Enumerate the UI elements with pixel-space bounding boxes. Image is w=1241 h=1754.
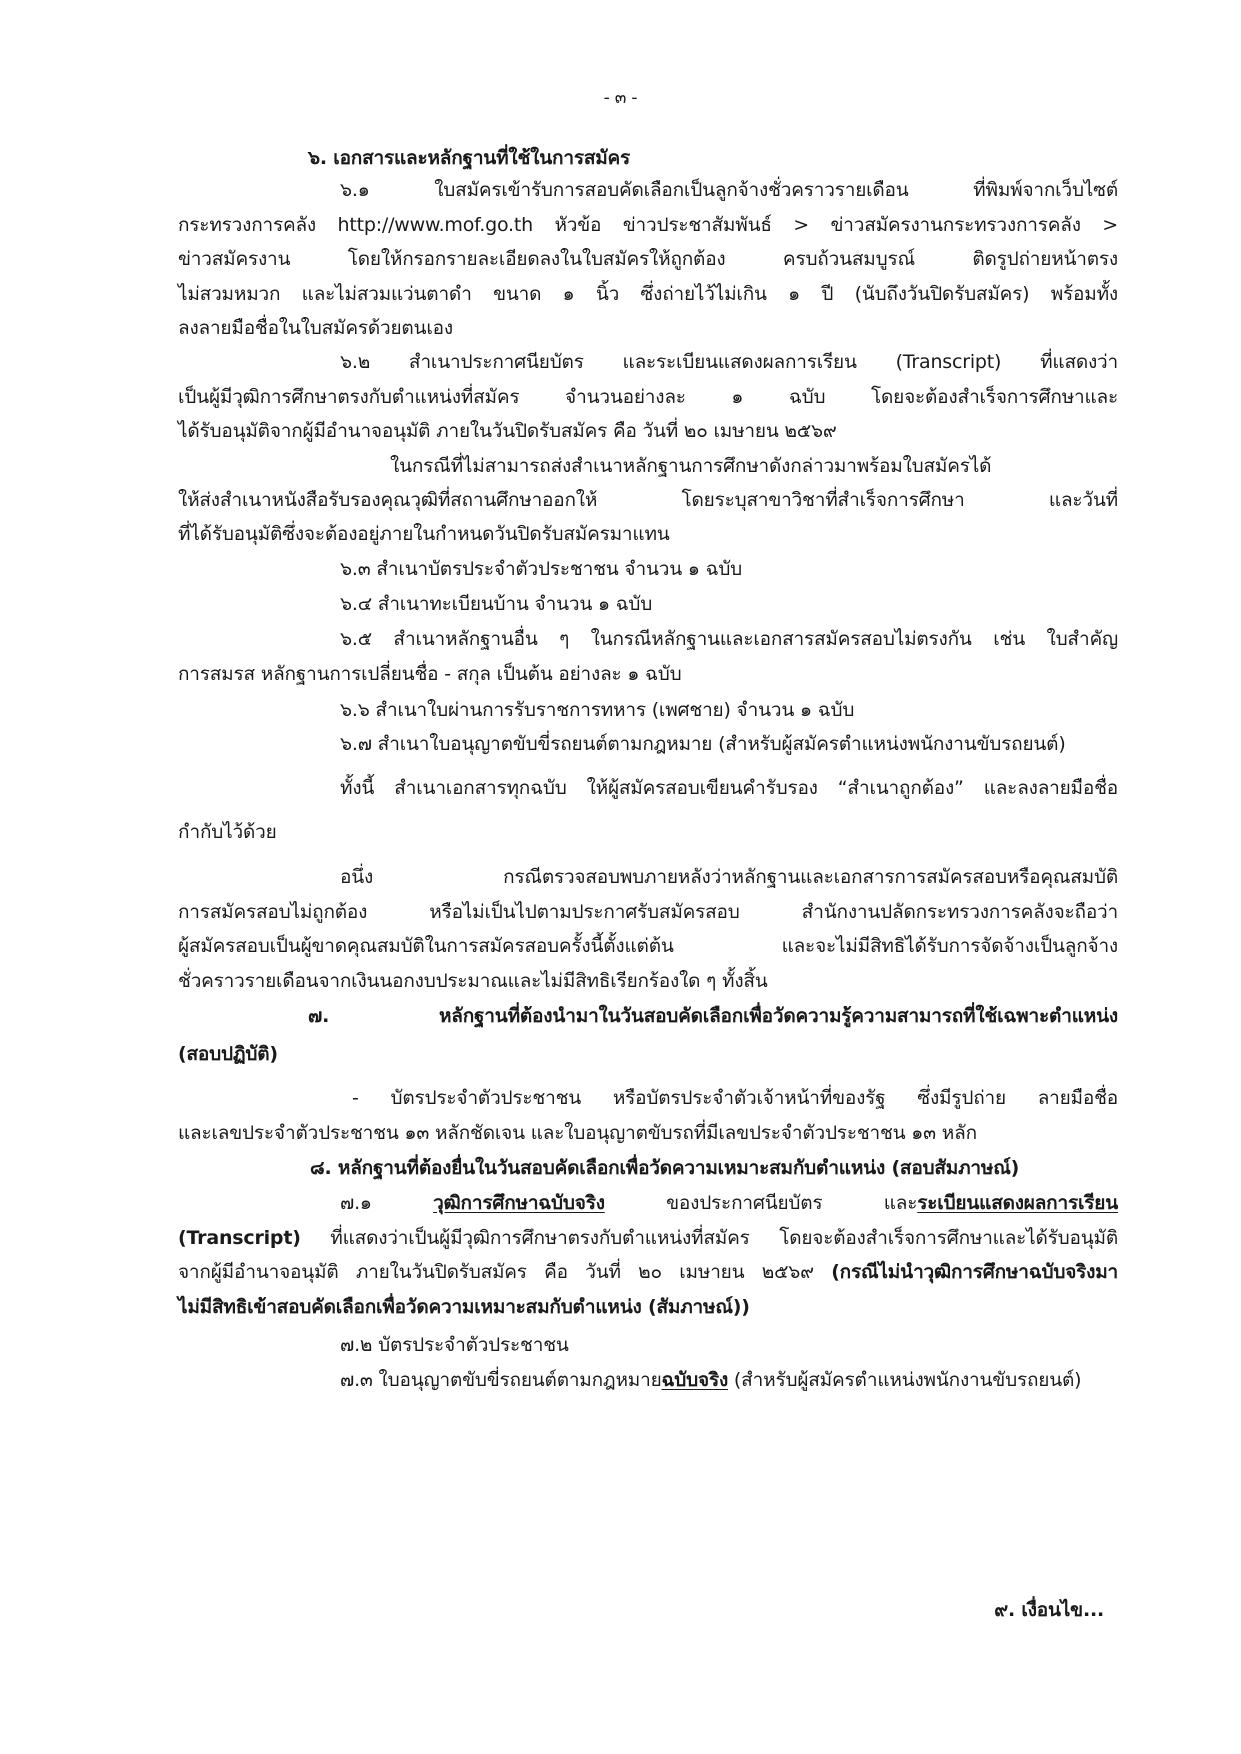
section-7-heading-line-1: ๗. หลักฐานที่ต้องนำมาในวันสอบคัดเลือกเพื่อวัดความรู้ความสามารถที่ใช้เฉพาะตำแหน่ง (308, 1005, 1118, 1027)
original-license-underlined: ฉบับจริง (661, 1369, 729, 1391)
item-6-1-line-5: ลงลายมือชื่อในใบสมัครด้วยตนเอง (178, 317, 453, 339)
item-7-1-line-3 (178, 1258, 1118, 1286)
continuation-marker: ๙. เงื่อนไข... (994, 1599, 1104, 1621)
item-6-2-note-line-1: ในกรณีที่ไม่สามารถส่งสำเนาหลักฐานการศึกษาดังกล่าวมาพร้อมใบสมัครได้ (390, 455, 992, 477)
item-6-5-line-1: ๖.๕ สำเนาหลักฐานอื่น ๆ ในกรณีหลักฐานและเอกสารสมัครสอบไม่ตรงกัน เช่น ใบสำคัญ (340, 628, 1118, 650)
item-7-3-prefix: ๗.๓ ใบอนุญาตขับขี่รถยนต์ตามกฎหมาย (340, 1369, 662, 1391)
item-7-1-line-2 (178, 1224, 1118, 1252)
item-6-1-line-1: ๖.๑ ใบสมัครเข้ารับการสอบคัดเลือกเป็นลูกจ้างชั่วคราวรายเดือน ที่พิมพ์จากเว็บไซต์ (340, 179, 1118, 201)
section-7-body-line-1: - บัตรประจำตัวประชาชน หรือบัตรประจำตัวเจ้าหน้าที่ของรัฐ ซึ่งมีรูปถ่าย ลายมือชื่อ (352, 1087, 1118, 1109)
item-6-2-line-3: ได้รับอนุมัติจากผู้มีอำนาจอนุมัติ ภายในวันปิดรับสมัคร คือ วันที่ ๒๐ เมษายน ๒๕๖๙ (178, 420, 837, 442)
warning-line-1: อนึ่ง กรณีตรวจสอบพบภายหลังว่าหลักฐานและเอกสารการสมัครสอบหรือคุณสมบัติ (340, 866, 1118, 888)
transcript-underlined: ระเบียนแสดงผลการเรียน (917, 1192, 1118, 1214)
item-7-1-line-1 (340, 1189, 1118, 1217)
section-6-heading: ๖. เอกสารและหลักฐานที่ใช้ในการสมัคร (308, 147, 631, 169)
item-6-2-line-2: เป็นผู้มีวุฒิการศึกษาตรงกับตำแหน่งที่สมัคร จำนวนอย่างละ ๑ ฉบับ โดยจะต้องสำเร็จการศึกษาและ (178, 386, 1118, 408)
transcript-label: (Transcript) (178, 1227, 301, 1249)
item-7-1-line-4: ไม่มีสิทธิเข้าสอบคัดเลือกเพื่อวัดความเหมาะสมกับตำแหน่ง (สัมภาษณ์)) (178, 1296, 750, 1318)
item-6-1-line-4: ไม่สวมหมวก และไม่สวมแว่นตาดำ ขนาด ๑ นิ้ว ซึ่งถ่ายไว้ไม่เกิน ๑ ปี (นับถึงวันปิดรับสมัคร) พร้อมทั้ง (178, 283, 1118, 305)
item-6-4: ๖.๔ สำเนาทะเบียนบ้าน จำนวน ๑ ฉบับ (340, 593, 653, 615)
page-number: - ๓ - (603, 88, 638, 108)
certify-line-1: ทั้งนี้ สำเนาเอกสารทุกฉบับ ให้ผู้สมัครสอบเขียนคำรับรอง “สำเนาถูกต้อง” และลงลายมือชื่อ (340, 777, 1118, 799)
item-7-3 (340, 1366, 1081, 1394)
item-6-7: ๖.๗ สำเนาใบอนุญาตขับขี่รถยนต์ตามกฎหมาย (สำหรับผู้สมัครตำแหน่งพนักงานขับรถยนต์) (340, 733, 1066, 755)
item-6-2-note-line-3: ที่ได้รับอนุมัติซึ่งจะต้องอยู่ภายในกำหนดวันปิดรับสมัครมาแทน (178, 523, 670, 545)
certify-line-2: กำกับไว้ด้วย (178, 821, 277, 843)
item-7-3-suffix: (สำหรับผู้สมัครตำแหน่งพนักงานขับรถยนต์) (728, 1369, 1082, 1391)
item-6-6: ๖.๖ สำเนาใบผ่านการรับราชการทหาร (เพศชาย) จำนวน ๑ ฉบับ (340, 699, 855, 721)
warning-line-4: ชั่วคราวรายเดือนจากเงินนอกงบประมาณและไม่มีสิทธิเรียกร้องใด ๆ ทั้งสิ้น (178, 970, 768, 992)
item-6-1-line-2: กระทรวงการคลัง http://www.mof.go.th หัวข้อ ข่าวประชาสัมพันธ์ > ข่าวสมัครงานกระทรวงการคลัง > (178, 214, 1118, 236)
item-7-2: ๗.๒ บัตรประจำตัวประชาชน (340, 1334, 569, 1356)
item-7-1-prefix: ๗.๑ (340, 1192, 434, 1214)
section-8-heading: ๘. หลักฐานที่ต้องยื่นในวันสอบคัดเลือกเพื่อวัดความเหมาะสมกับตำแหน่ง (สอบสัมภาษณ์) (310, 1157, 1020, 1179)
item-7-1-warning-start: (กรณีไม่นำวุฒิการศึกษาฉบับจริงมา (831, 1261, 1118, 1283)
item-6-2-line-1: ๖.๒ สำเนาประกาศนียบัตร และระเบียนแสดงผลการเรียน (Transcript) ที่แสดงว่า (340, 351, 1118, 373)
section-7-heading-line-2: (สอบปฏิบัติ) (178, 1043, 278, 1065)
item-7-1-middle: ของประกาศนียบัตร และ (604, 1192, 918, 1214)
item-6-5-line-2: การสมรส หลักฐานการเปลี่ยนชื่อ - สกุล เป็นต้น อย่างละ ๑ ฉบับ (178, 663, 682, 685)
item-6-1-line-3: ข่าวสมัครงาน โดยให้กรอกรายละเอียดลงในใบสมัครให้ถูกต้อง ครบถ้วนสมบูรณ์ ติดรูปถ่ายหน้าตรง (178, 248, 1118, 270)
warning-line-2: การสมัครสอบไม่ถูกต้อง หรือไม่เป็นไปตามประกาศรับสมัครสอบ สำนักงานปลัดกระทรวงการคลังจะถือว่า (178, 901, 1118, 923)
item-7-1-line-3-text: จากผู้มีอำนาจอนุมัติ ภายในวันปิดรับสมัคร คือ วันที่ ๒๐ เมษายน ๒๕๖๙ (178, 1261, 832, 1283)
section-7-body-line-2: และเลขประจำตัวประชาชน ๑๓ หลักชัดเจน และใบอนุญาตขับรถที่มีเลขประจำตัวประชาชน ๑๓ หลัก (178, 1122, 977, 1144)
original-degree-underlined: วุฒิการศึกษาฉบับจริง (433, 1192, 605, 1214)
item-6-3: ๖.๓ สำเนาบัตรประจำตัวประชาชน จำนวน ๑ ฉบับ (340, 558, 743, 580)
warning-line-3: ผู้สมัครสอบเป็นผู้ขาดคุณสมบัติในการสมัครสอบครั้งนี้ตั้งแต่ต้น และจะไม่มีสิทธิได้รับการจัดจ้างเป็นลูกจ้าง (178, 935, 1118, 957)
item-6-2-note-line-2: ให้ส่งสำเนาหนังสือรับรองคุณวุฒิที่สถานศึกษาออกให้ โดยระบุสาขาวิชาที่สำเร็จการศึกษา และวันที่ (178, 489, 1118, 511)
item-7-1-line-2-text: ที่แสดงว่าเป็นผู้มีวุฒิการศึกษาตรงกับตำแหน่งที่สมัคร โดยจะต้องสำเร็จการศึกษาและได้รับอนุมัติ (300, 1227, 1118, 1249)
